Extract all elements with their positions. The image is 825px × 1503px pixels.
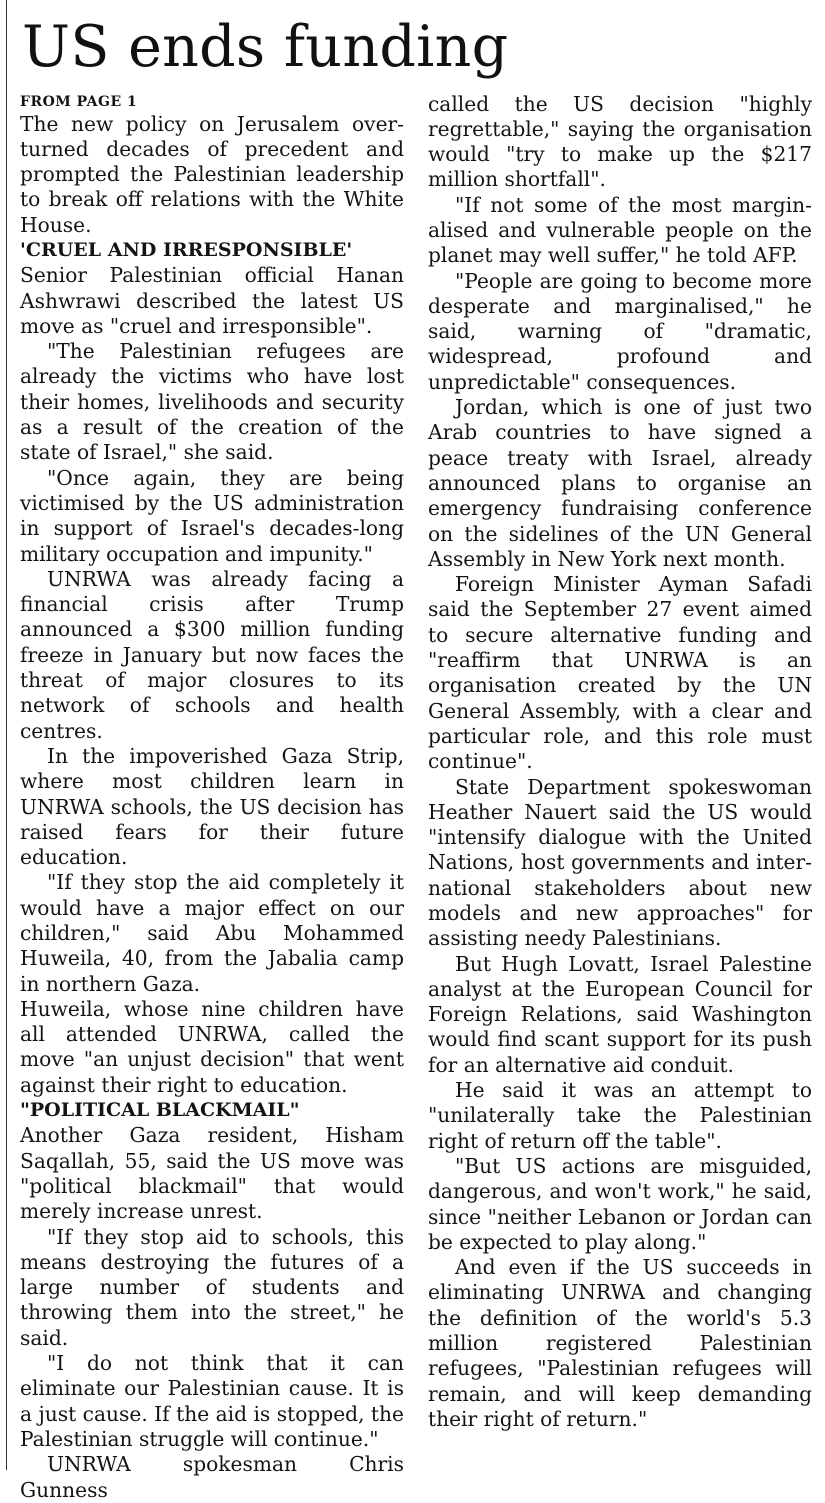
right-paragraph: Jordan, which is one of just two Arab countries to have signed a peace treaty with Israel, already announced plans to organise an emergency fundraising conference on the sidelines of the UN General Assembly in New York next month. [428,395,812,571]
right-paragraph: He said it was an attempt to "unilaterally take the Palestinian right of return off the table". [428,1078,812,1153]
left-paragraph: In the impoverished Gaza Strip, where most children learn in UNRWA schools, the US decision has raised fears for their future education. [20,743,404,870]
right-paragraph: But Hugh Lovatt, Israel Palestine analyst at the European Council for Foreign Relations, said Washington would find scant support for its push for an alternative aid conduit. [428,951,812,1077]
left-paragraph: "Once again, they are being victimised by the US administration in support of Israel's decades-long military occupation and impunity." [20,465,404,566]
left-column-body [20,112,404,1503]
headline: US ends funding [22,14,509,80]
right-paragraph: "If not some of the most marginalised and vulnerable people on the planet may well suffer," he told AFP. [428,192,812,268]
subhead: "POLITICAL BLACKMAIL" [20,1099,300,1122]
left-paragraph: UNRWA spokesman Chris Gunness [20,1452,404,1502]
column-rule [6,0,7,1470]
left-column [20,92,404,1503]
left-paragraph: Another Gaza resident, Hisham Saqallah, 55, said the US move was "political blackmail" that would merely increase unrest. [20,1123,404,1224]
left-paragraph: Huweila, whose nine children have all attended UNRWA, called the move "an unjust decision" that went against their right to education. [20,996,404,1097]
right-paragraph: "But US actions are misguided, dangerous, and won't work," he said, since "neither Lebanon or Jordan can be expected to play along." [428,1153,812,1254]
subhead: 'CRUEL AND IRRESPONSIBLE' [20,238,353,261]
left-paragraph: "If they stop aid to schools, this means destroying the futures of a large number of students and throwing them into the street," he said. [20,1224,404,1350]
left-paragraph: "If they stop the aid completely it would have a major effect on our children," said Abu Mohammed Huweila, 40, from the Jabalia camp in northern Gaza. [20,870,404,996]
right-paragraph: called the US decision "highly regrettable," saying the organisation would "try to make up the $217 million shortfall". [428,91,812,192]
left-paragraph: "I do not think that it can eliminate our Palestinian cause. It is a just cause. If the aid is stopped, the Palestinian struggle will continue." [20,1351,404,1451]
left-paragraph: The new policy on Jerusalem overturned decades of precedent and prompted the Palestinian leadership to break off relations with the White House. [20,111,404,237]
kicker: FROM PAGE 1 [20,94,138,110]
right-paragraph: "People are going to become more desperate and marginalised," he said, warning of "dramatic, widespread, profound and unpredictable" consequences. [428,268,812,394]
right-paragraph: And even if the US succeeds in eliminating UNRWA and changing the definition of the world's 5.3 million registered Palestinian refugees, "Palestinian refugees will remain, and will keep demanding their right of return." [428,1255,812,1431]
left-paragraph: UNRWA was already facing a financial crisis after Trump announced a $300 million funding freeze in January but now faces the threat of major closures to its network of schools and health centres. [20,566,404,743]
right-paragraph: Foreign Minister Ayman Safadi said the September 27 event aimed to secure alternative funding and "reaffirm that UNRWA is an organisation created by the UN General Assembly, with a clear and particular role, and this role must continue". [428,572,812,774]
left-paragraph: "The Palestinian refugees are already the victims who have lost their homes, livelihoods and security as a result of the creation of the state of Israel," she said. [20,339,404,465]
right-paragraph: State Department spokeswoman Heather Nauert said the US would "intensify dialogue with the United Nations, host governments and international stakeholders about new models and new approaches" for assisting needy Palestinians. [428,774,812,951]
left-paragraph: Senior Palestinian official Hanan Ashwrawi described the latest US move as "cruel and irresponsible". [20,263,404,338]
right-column-body [428,92,812,1433]
right-column [428,92,812,1432]
